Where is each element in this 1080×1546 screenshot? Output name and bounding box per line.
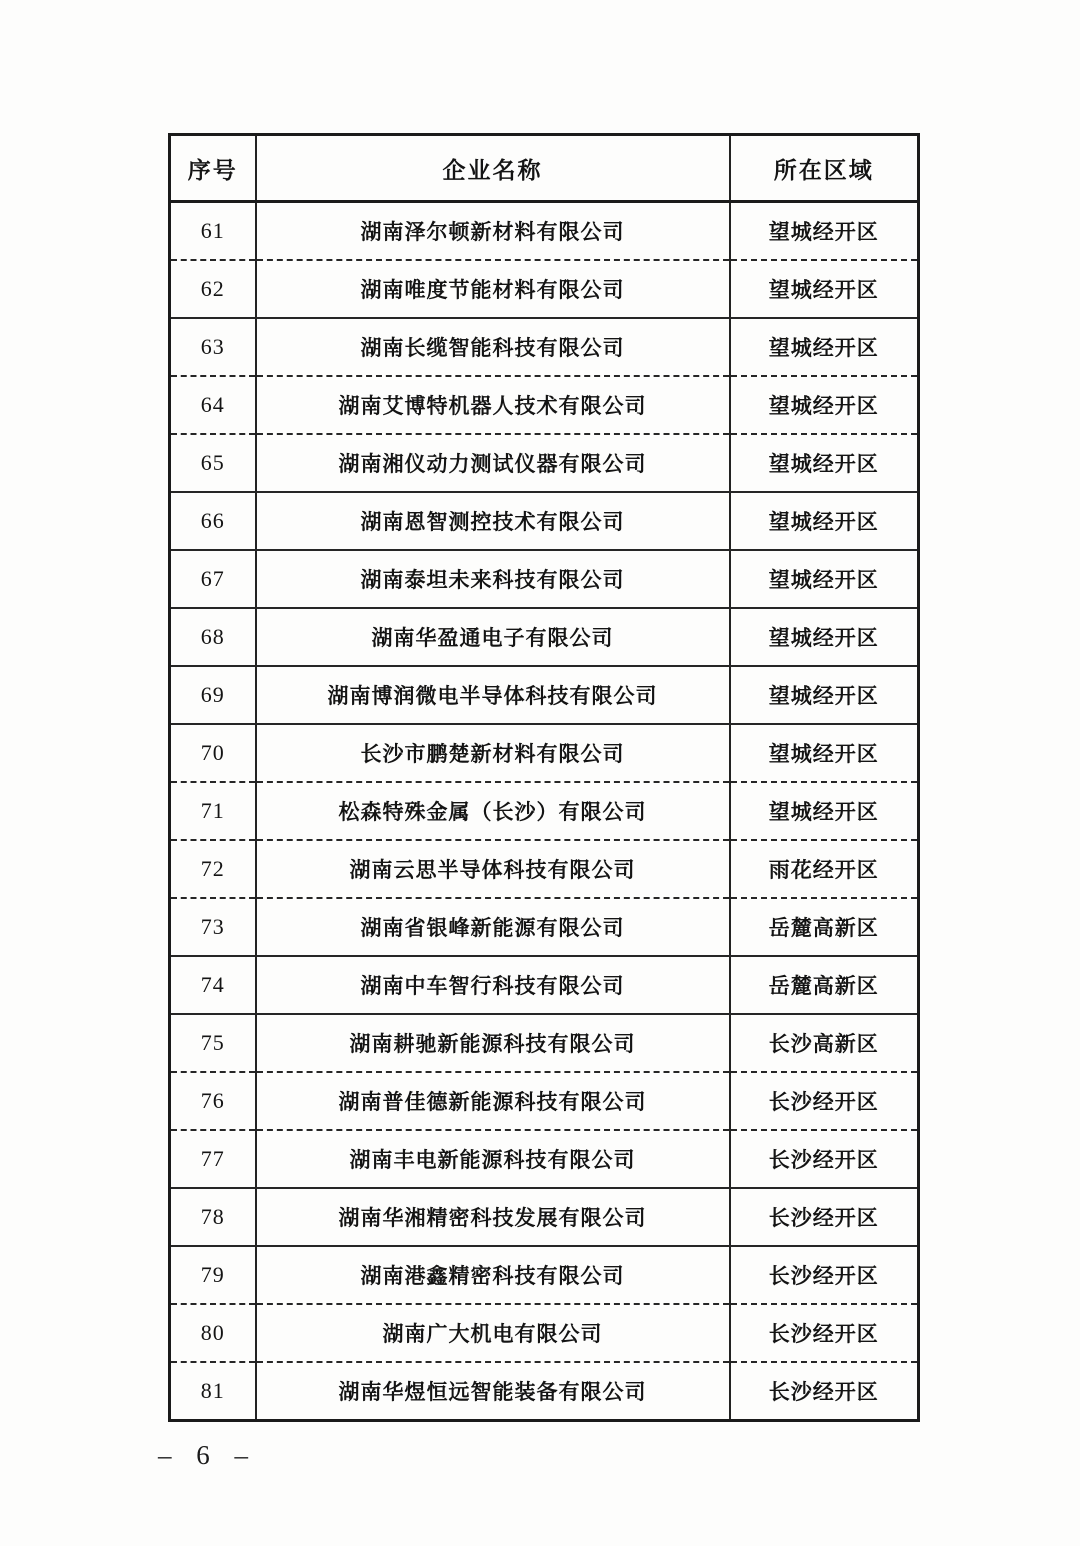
table-row: [170, 1130, 919, 1188]
region-cell: 长沙经开区: [730, 1072, 919, 1130]
table-row: [170, 956, 919, 1014]
company-name-cell: 湖南省银峰新能源有限公司: [256, 898, 730, 956]
table-row: [170, 1304, 919, 1362]
region-cell: 长沙经开区: [730, 1188, 919, 1246]
row-index-cell: 66: [170, 492, 256, 550]
company-name-cell: 湖南湘仪动力测试仪器有限公司: [256, 434, 730, 492]
table-row: [170, 260, 919, 318]
row-index-cell: 62: [170, 260, 256, 318]
company-name-cell: 湖南艾博特机器人技术有限公司: [256, 376, 730, 434]
company-name-cell: 湖南丰电新能源科技有限公司: [256, 1130, 730, 1188]
table-row: [170, 1072, 919, 1130]
region-cell: 望城经开区: [730, 202, 919, 261]
row-index-cell: 64: [170, 376, 256, 434]
region-cell: 望城经开区: [730, 666, 919, 724]
company-name-cell: 湖南长缆智能科技有限公司: [256, 318, 730, 376]
region-cell: 雨花经开区: [730, 840, 919, 898]
row-index-cell: 65: [170, 434, 256, 492]
region-cell: 长沙经开区: [730, 1304, 919, 1362]
header-row: [170, 135, 919, 202]
table-header: [170, 135, 919, 202]
row-index-cell: 70: [170, 724, 256, 782]
table-row: [170, 898, 919, 956]
column-header-company-name: 企业名称: [256, 135, 730, 202]
table-body: [170, 202, 919, 1421]
company-name-cell: 湖南云思半导体科技有限公司: [256, 840, 730, 898]
table-row: [170, 840, 919, 898]
row-index-cell: 67: [170, 550, 256, 608]
page-number: – 6 –: [158, 1440, 257, 1470]
row-index-cell: 80: [170, 1304, 256, 1362]
company-name-cell: 湖南广大机电有限公司: [256, 1304, 730, 1362]
row-index-cell: 74: [170, 956, 256, 1014]
region-cell: 望城经开区: [730, 492, 919, 550]
table-row: [170, 1362, 919, 1421]
company-name-cell: 湖南华湘精密科技发展有限公司: [256, 1188, 730, 1246]
region-cell: 望城经开区: [730, 724, 919, 782]
company-name-cell: 湖南华煜恒远智能装备有限公司: [256, 1362, 730, 1421]
region-cell: 长沙经开区: [730, 1246, 919, 1304]
table-row: [170, 202, 919, 261]
table-row: [170, 434, 919, 492]
region-cell: 岳麓高新区: [730, 898, 919, 956]
region-cell: 望城经开区: [730, 376, 919, 434]
row-index-cell: 71: [170, 782, 256, 840]
row-index-cell: 61: [170, 202, 256, 261]
company-name-cell: 湖南恩智测控技术有限公司: [256, 492, 730, 550]
table-row: [170, 782, 919, 840]
table-row: [170, 376, 919, 434]
row-index-cell: 81: [170, 1362, 256, 1421]
row-index-cell: 68: [170, 608, 256, 666]
company-name-cell: 湖南泰坦未来科技有限公司: [256, 550, 730, 608]
region-cell: 望城经开区: [730, 550, 919, 608]
table-row: [170, 724, 919, 782]
row-index-cell: 77: [170, 1130, 256, 1188]
company-name-cell: 湖南港鑫精密科技有限公司: [256, 1246, 730, 1304]
table-row: [170, 550, 919, 608]
table-row: [170, 666, 919, 724]
column-header-index: 序号: [170, 135, 256, 202]
company-name-cell: 湖南中车智行科技有限公司: [256, 956, 730, 1014]
company-name-cell: 长沙市鹏楚新材料有限公司: [256, 724, 730, 782]
region-cell: 望城经开区: [730, 318, 919, 376]
company-name-cell: 湖南耕驰新能源科技有限公司: [256, 1014, 730, 1072]
company-name-cell: 湖南普佳德新能源科技有限公司: [256, 1072, 730, 1130]
company-name-cell: 湖南唯度节能材料有限公司: [256, 260, 730, 318]
company-name-cell: 湖南泽尔顿新材料有限公司: [256, 202, 730, 261]
row-index-cell: 76: [170, 1072, 256, 1130]
column-header-region: 所在区域: [730, 135, 919, 202]
region-cell: 岳麓高新区: [730, 956, 919, 1014]
table-row: [170, 608, 919, 666]
table-row: [170, 1246, 919, 1304]
region-cell: 望城经开区: [730, 260, 919, 318]
row-index-cell: 69: [170, 666, 256, 724]
table-row: [170, 1188, 919, 1246]
row-index-cell: 78: [170, 1188, 256, 1246]
company-table: [168, 133, 920, 1422]
row-index-cell: 79: [170, 1246, 256, 1304]
region-cell: 望城经开区: [730, 608, 919, 666]
region-cell: 望城经开区: [730, 782, 919, 840]
table-row: [170, 1014, 919, 1072]
row-index-cell: 72: [170, 840, 256, 898]
table-row: [170, 318, 919, 376]
table-row: [170, 492, 919, 550]
region-cell: 长沙高新区: [730, 1014, 919, 1072]
row-index-cell: 75: [170, 1014, 256, 1072]
region-cell: 长沙经开区: [768, 1380, 879, 1404]
company-name-cell: 湖南华盈通电子有限公司: [256, 608, 730, 666]
company-name-cell: 湖南博润微电半导体科技有限公司: [256, 666, 730, 724]
row-index-cell: 63: [170, 318, 256, 376]
row-index-cell: 73: [170, 898, 256, 956]
company-name-cell: 松森特殊金属（长沙）有限公司: [256, 782, 730, 840]
region-cell: 望城经开区: [730, 434, 919, 492]
region-cell: 长沙经开区: [730, 1130, 919, 1188]
